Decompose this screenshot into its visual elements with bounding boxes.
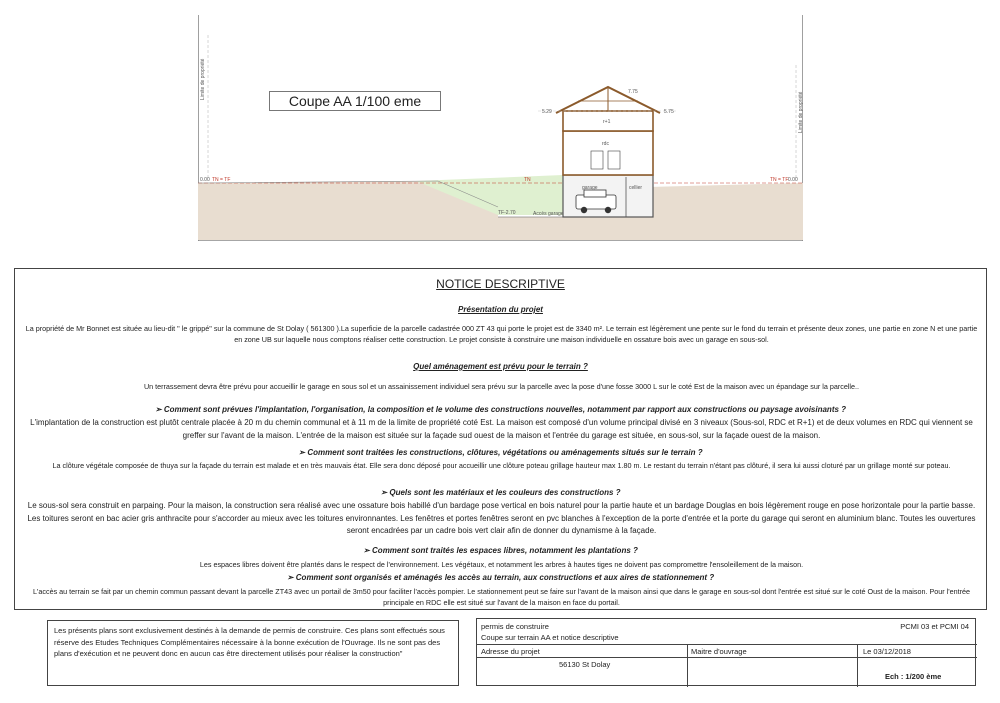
divider — [477, 657, 977, 658]
tn-left: TN = TF — [212, 177, 231, 183]
subject-label: Coupe sur terrain AA et notice descriptive — [481, 633, 619, 642]
question-espaces — [15, 546, 986, 555]
answer-espaces: Les espaces libres doivent être plantés dans le respect de l'environnement. Les végétaux, et notamment les arbres à hautes tiges ne doivent pas compromettre l'ensoleillement de la maison. — [199, 560, 804, 569]
height-3: 7.75 — [628, 89, 638, 95]
section-drawing — [198, 15, 803, 241]
notice-panel — [14, 268, 987, 610]
arrow-icon: ➢ — [363, 546, 370, 555]
divider — [687, 644, 688, 687]
answer-materiaux: Le sous-sol sera construit en parpaing. Pour la maison, la construction sera réalisé avec une ossature bois habillé d'un bardage pose vertical en bois naturel pour la partie haute et un bardage Douglas en bois légèrement rouge en pose horizontale pour la partie basse. Les toitures seront en bac acier gris anthracite pour s'accorder au mieux avec les toitures environnantes. Les fenêtres et portes fenêtres seront en pvc blanches à l'exception de la porte d'entrée et la porte du garage qui seront en aluminium blanc. Toutes les ouvertures seront encadrées par un cadre bois vert clair afin de donner du dynamisme à la façade. — [27, 501, 976, 535]
scale-label: Ech : 1/200 ème — [885, 672, 942, 681]
r1-label: r+1 — [603, 119, 611, 125]
arrow-icon: ➢ — [154, 405, 162, 414]
answer-implantation: L'implantation de la construction est plutôt centrale placée à 20 m du chemin communal et à 11 m de la limite de propriété coté Est. La maison est composé d'un volume principal divisé en 3 niveaux (Sous-sol, RDC et R+1) et de deux volumes en RDC qui viennent se greffer sur l'avant de la maison. L'entrée de la maison est située sur la façade sud ouest de la maison et l'entrée du garage est située, en sous-sol, sur la façade ouest de la maison. — [30, 418, 973, 440]
permit-codes: PCMI 03 et PCMI 04 — [900, 622, 969, 631]
tn-mid: TN — [524, 177, 531, 183]
title-block — [476, 618, 976, 686]
question-materiaux — [15, 488, 986, 497]
rdc-label: rdc — [602, 141, 609, 147]
owner-label: Maitre d'ouvrage — [691, 647, 747, 656]
answer-clotures: La clôture végétale composée de thuya sur la façade du terrain est malade et en très mauvais état. Elle sera donc déposé pour accueillir une clôture poteau grillage hauteur max 1.80 m. Le restant du terrain n'étant pas clôturé, il sera lui aussi cloturé par un grillage monté sur poteau. — [52, 461, 951, 470]
question-implantation — [15, 405, 986, 414]
cellier-label: cellier — [629, 185, 643, 191]
question-text: Comment sont prévues l'implantation, l'organisation, la composition et le volume des constructions nouvelles, notamment par rapport aux constructions ou paysage avoisinants ? — [163, 405, 847, 414]
arrow-icon: ➢ — [380, 488, 388, 497]
heading-presentation: Présentation du projet — [458, 305, 543, 314]
divider — [477, 644, 977, 645]
disclaimer-box — [47, 620, 459, 686]
para-amenagement: Un terrassement devra être prévu pour accueillir le garage en sous sol et un assainissement individuel sera prévu sur la parcelle avec la pose d'une fosse 3000 L sur le coté Est de la maison avec un épandage sur la parcelle.. — [143, 382, 860, 391]
address-value: 56130 St Dolay — [559, 660, 611, 669]
height-1: 5.29 — [542, 109, 552, 115]
heading-amenagement: Quel aménagement est prévu pour le terrain ? — [413, 362, 588, 371]
tn-left-value: 0.00 — [200, 177, 210, 183]
answer-acces: L'accès au terrain se fait par un chemin commun passant devant la parcelle ZT43 avec un portail de 3m50 pour faciliter l'accès pompier. Le stationnement peut se faire sur l'avant de la maison ainsi que dans le garage en sous-sol dont l'entrée est situé sur le coté Oust de la maison. Pour l'entrée principale en RDC elle est situé sur l'avant de la maison en face du portail. — [33, 587, 970, 607]
access-label: Accès garage — [533, 211, 564, 217]
question-text: Comment sont traités les espaces libres, notamment les plantations ? — [372, 546, 638, 555]
tn-right: TN = TF — [770, 177, 789, 183]
tf-level: TF-2.70 — [498, 210, 516, 216]
question-text: Comment sont organisés et aménagés les accès au terrain, aux constructions et aux aires de stationnement ? — [295, 573, 715, 582]
question-acces — [15, 573, 986, 582]
address-label: Adresse du projet — [481, 647, 540, 656]
date-label: Le 03/12/2018 — [863, 647, 911, 656]
permit-label: permis de construire — [481, 622, 549, 631]
notice-title: NOTICE DESCRIPTIVE — [436, 277, 565, 291]
divider — [857, 644, 858, 687]
arrow-icon: ➢ — [286, 573, 294, 582]
left-limit-label: Limite de propriété — [200, 58, 206, 100]
section-svg — [198, 15, 803, 241]
tn-right-value: 0.00 — [788, 177, 798, 183]
section-title: Coupe AA 1/100 eme — [269, 91, 441, 111]
disclaimer-text: Les présents plans sont exclusivement destinés à la demande de permis de construire. Ces plans sont effectués sous réserve des Etudes Techniques Complémentaires nécessaire à la bonne exécution de l'Ouvrage. Ils ne sont pas des plans d'exécution et ne peuvent donc en aucun cas être directement utilisés pour réaliser la construction" — [54, 626, 445, 658]
question-text: Comment sont traitées les constructions, clôtures, végétations ou aménagements situés sur le terrain ? — [307, 448, 703, 457]
question-text: Quels sont les matériaux et les couleurs des constructions ? — [389, 488, 621, 497]
garage-label: garage — [582, 185, 598, 191]
para-presentation: La propriété de Mr Bonnet est située au lieu-dit " le grippé" sur la commune de St Dolay ( 561300 ).La superficie de la parcelle cadastrée 000 ZT 43 qui porte le projet est de 3340 m². Le terrain est légèrement une pente sur le fond du terrain et présente deux zones, une partie en zone N et une partie en zone UB sur laquelle nous comptons réaliser cette construction. Le projet consiste à construire une maison individuelle en ossature bois avec un garage en sous-sol. — [25, 324, 978, 344]
right-limit-label: Limite de propriété — [798, 91, 804, 133]
question-clotures — [15, 448, 986, 457]
height-2: 5.75 — [664, 109, 674, 115]
arrow-icon: ➢ — [298, 448, 306, 457]
